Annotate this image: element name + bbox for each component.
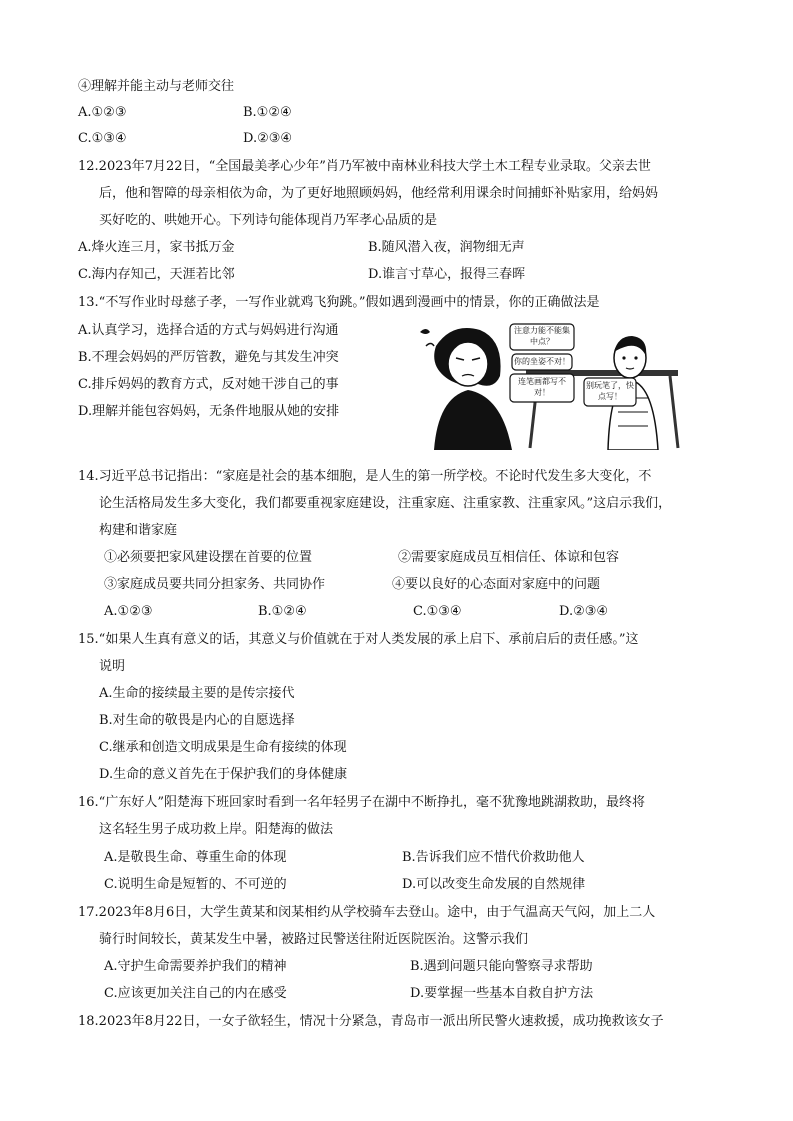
q13-choice-a: A.认真学习，选择合适的方式与妈妈进行沟通 [78,323,339,338]
q13-choice-d: D.理解并能包容妈妈，无条件地服从她的安排 [78,404,340,419]
bubble-strokes: 连笔画都写不对！ [518,377,566,397]
q16-stem: 16.“广东好人”阳楚海下班回家时看到一名年轻男子在湖中不断挣扎，毫不犹豫地跳湖救助，最终将 [78,795,645,810]
q15-choice-c: C.继承和创造文明成果是生命有接续的体现 [99,740,347,755]
q14-stem-3: 构建和谐家庭 [99,523,178,538]
q14-choice-d: D.②③④ [559,604,609,619]
q17-stem-2: 骑行时间较长，黄某发生中暑，被路过民警送往附近医院医治。这警示我们 [99,932,529,947]
q11-choice-b: B.①②④ [243,105,292,120]
mother-child-cartoon [408,318,702,450]
q12-choice-a: A.烽火连三月，家书抵万金 [78,240,235,255]
q12-choice-b: B.随风潜入夜，润物细无声 [368,240,525,255]
q11-option-4: ④理解并能主动与老师交往 [78,79,235,94]
q17-choice-d: D.要掌握一些基本自救自护方法 [410,986,594,1001]
q12-choice-c: C.海内存知己，天涯若比邻 [78,267,235,282]
q17-choice-b: B.遇到问题只能向警察寻求帮助 [410,959,593,974]
q17-stem: 17.2023年8月6日，大学生黄某和闵某相约从学校骑车去登山。途中，由于气温高天气闷，加上二人 [78,905,656,920]
q17-choice-c: C.应该更加关注自己的内在感受 [104,986,287,1001]
q15-choice-d: D.生命的意义首先在于保护我们的身体健康 [99,767,348,782]
q14-stem: 14.习近平总书记指出：“家庭是社会的基本细胞，是人生的第一所学校。不论时代发生多大变化，不 [78,469,652,484]
q14-choice-a: A.①②③ [104,604,153,619]
q13-choice-b: B.不理会妈妈的严厉管教，避免与其发生冲突 [78,350,339,365]
q12-stem-2: 后，他和智障的母亲相依为命，为了更好地照顾妈妈，他经常利用课余时间捕虾补贴家用，给妈妈 [99,186,659,201]
q14-option-2: ②需要家庭成员互相信任、体谅和包容 [398,550,620,565]
bubble-focus: 注意力能不能集中点？ [514,326,570,346]
q15-choice-b: B.对生命的敬畏是内心的自愿选择 [99,713,295,728]
q17-choice-a: A.守护生命需要养护我们的精神 [104,959,287,974]
q14-stem-2: 论生活格局发生多大变化，我们都要重视家庭建设，注重家庭、注重家教、注重家风。”这启示我们， [99,496,672,511]
q11-choice-a: A.①②③ [78,105,127,120]
q11-choice-d: D.②③④ [243,131,293,146]
q12-choice-d: D.谁言寸草心，报得三春晖 [368,267,526,282]
q14-choice-b: B.①②④ [258,604,307,619]
q18-stem: 18.2023年8月22日，一女子欲轻生，情况十分紧急，青岛市一派出所民警火速救援，成功挽救该女子 [78,1014,664,1029]
q16-stem-2: 这名轻生男子成功救上岸。阳楚海的做法 [99,822,334,837]
q12-stem: 12.2023年7月22日，“全国最美孝心少年”肖乃军被中南林业科技大学土木工程专业录取。父亲去世 [78,159,651,174]
q15-stem: 15.“如果人生真有意义的话，其意义与价值就在于对人类发展的承上启下、承前启后的责任感。”这 [78,632,639,647]
bubble-hurry: 别玩笔了，快点写！ [586,381,634,401]
bubble-posture: 你的坐姿不对！ [514,357,570,366]
q15-choice-a: A.生命的接续最主要的是传宗接代 [99,686,295,701]
q16-choice-b: B.告诉我们应不惜代价救助他人 [402,850,585,865]
q11-choice-c: C.①③④ [78,131,127,146]
q14-option-1: ①必须要把家风建设摆在首要的位置 [104,550,313,565]
q16-choice-c: C.说明生命是短暂的、不可逆的 [104,877,287,892]
q15-stem-2: 说明 [99,659,126,674]
q12-stem-3: 买好吃的、哄她开心。下列诗句能体现肖乃军孝心品质的是 [99,213,438,228]
q13-stem: 13.“不写作业时母慈子孝，一写作业就鸡飞狗跳。”假如遇到漫画中的情景，你的正确做法是 [78,295,600,310]
q14-option-4: ④要以良好的心态面对家庭中的问题 [392,577,601,592]
q16-choice-a: A.是敬畏生命、尊重生命的体现 [104,850,287,865]
q14-option-3: ③家庭成员要共同分担家务、共同协作 [104,577,326,592]
q14-choice-c: C.①③④ [413,604,462,619]
q13-choice-c: C.排斥妈妈的教育方式，反对她干涉自己的事 [78,377,339,392]
q16-choice-d: D.可以改变生命发展的自然规律 [402,877,586,892]
